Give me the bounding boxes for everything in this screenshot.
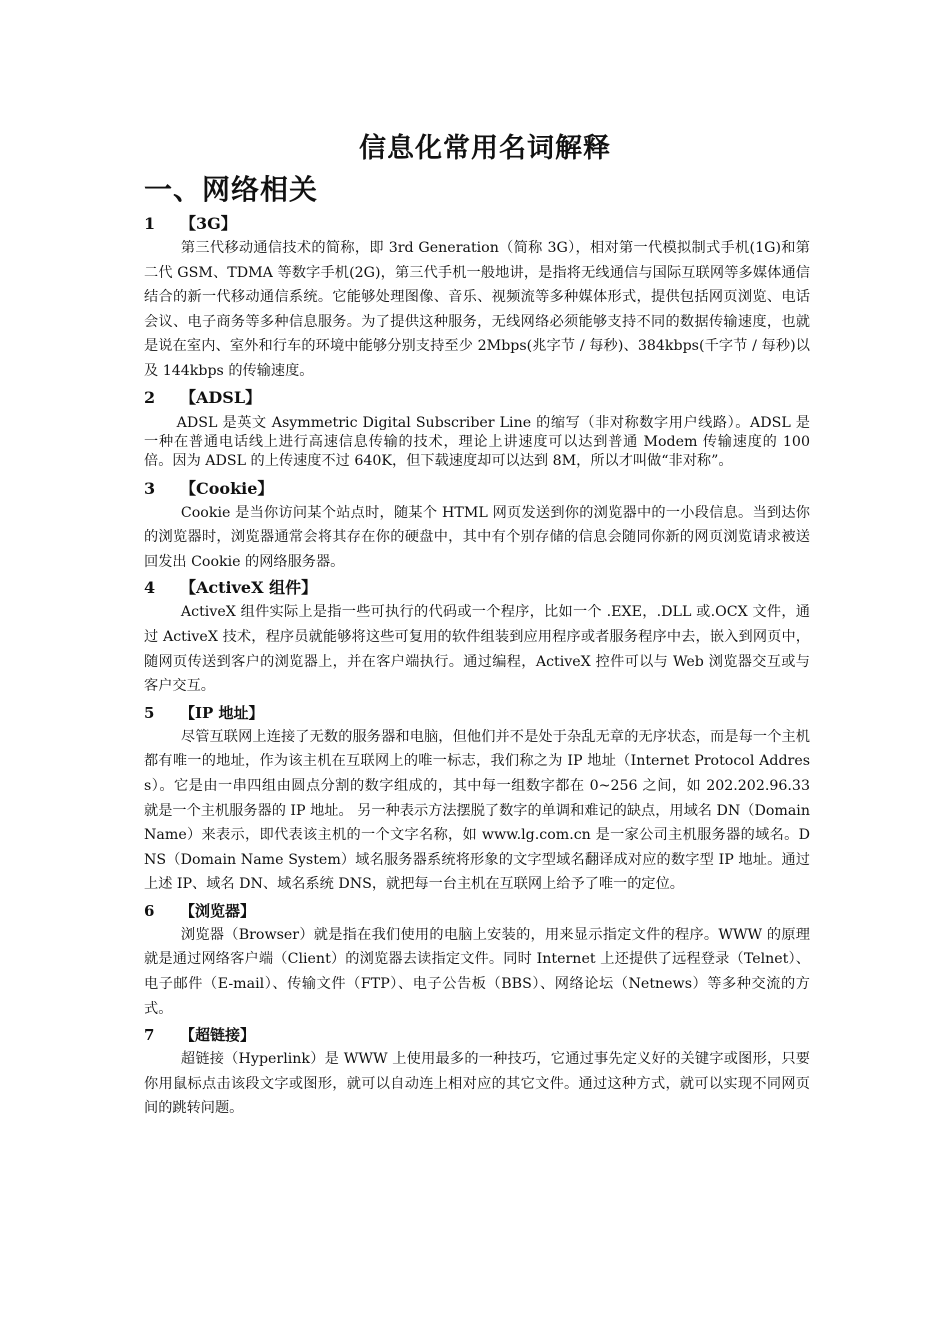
term-number: 3 (144, 478, 156, 498)
term-title: 【ADSL】 (180, 387, 262, 407)
term-adsl (144, 386, 810, 471)
term-heading (144, 1023, 810, 1047)
term-title: 【IP 地址】 (180, 703, 264, 722)
term-title: 【超链接】 (180, 1026, 256, 1045)
term-body: 第三代移动通信技术的简称，即 3rd Generation（简称 3G），相对第一代模拟制式手机(1G)和第二代 GSM、TDMA 等数字手机(2G)，第三代手机一般地讲，是指将无线通信与国际互联网等多媒体通信结合的新一代移动通信系统。它能够处理图像、音乐、视频流等多种媒体形式，提供包括网页浏览、电话会议、电子商务等多种信息服务。为了提供这种服务，无线网络必须能够支持不同的数据传输速度，也就是说在室内、室外和行车的环境中能够分别支持至少 2Mbps(兆字节 / 每秒)、384kbps(千字节 / 每秒)以及 144kbps 的传输速度。 (144, 240, 810, 379)
term-browser (144, 899, 810, 1021)
term-ip-address (144, 701, 810, 897)
term-body: 超链接（Hyperlink）是 WWW 上使用最多的一种技巧，它通过事先定义好的关键字或图形，只要你用鼠标点击该段文字或图形，就可以自动连上相对应的其它文件。通过这种方式，就可以实现不同网页间的跳转问题。 (144, 1051, 810, 1117)
term-number: 6 (144, 901, 155, 920)
term-body: ADSL 是英文 Asymmetric Digital Subscriber Line 的缩写（非对称数字用户线路）。ADSL 是一种在普通电话线上进行高速信息传输的技术，理论上讲速度可以达到普通 Modem 传输速度的 100 倍。因为 ADSL 的上传速度不过 640K，但下载速度却可以达到 8M，所以才叫做“非对称”。 (144, 414, 810, 469)
term-heading (144, 899, 810, 923)
document-title: 信息化常用名词解释 (359, 133, 611, 164)
document-page (144, 128, 810, 1123)
term-heading (144, 701, 810, 725)
term-body: 尽管互联网上连接了无数的服务器和电脑，但他们并不是处于杂乱无章的无序状态，而是每一个主机都有唯一的地址，作为该主机在互联网上的唯一标志，我们称之为 IP 地址（Internet Protocol Address）。它是由一串四组由圆点分割的数字组成的，其中每一组数字都在 0~256 之间，如 202.202.96.33 就是一个主机服务器的 IP 地址。 另一种表示方法摆脱了数字的单调和难记的缺点，用域名 DN（Domain Name）来表示，即代表该主机的一个文字名称，如 www.lg.com.cn 是一家公司主机服务器的域名。DNS（Domain Name System）域名服务器系统将形象的文字型域名翻译成对应的数字型 IP 地址。通过上述 IP、域名 DN、域名系统 DNS，就把每一台主机在互联网上给予了唯一的定位。 (144, 728, 810, 893)
term-number: 2 (144, 387, 156, 407)
section-title: 一、网络相关 (144, 173, 319, 206)
term-body: ActiveX 组件实际上是指一些可执行的代码或一个程序，比如一个 .EXE，.DLL 或.OCX 文件，通过 ActiveX 技术，程序员就能够将这些可复用的软件组装到应用程序或者服务程序中去，嵌入到网页中，随网页传送到客户的浏览器上，并在客户端执行。通过编程，ActiveX 控件可以与 Web 浏览器交互或与客户交互。 (144, 604, 810, 695)
term-title: 【3G】 (180, 214, 237, 233)
term-heading (144, 477, 810, 501)
term-title: 【浏览器】 (180, 901, 256, 920)
term-number: 4 (144, 578, 156, 598)
term-cookie (144, 477, 810, 575)
term-heading (144, 576, 810, 600)
term-number: 1 (144, 214, 156, 233)
term-body: Cookie 是当你访问某个站点时，随某个 HTML 网页发送到你的浏览器中的一小段信息。当到达你的浏览器时，浏览器通常会将其存在你的硬盘中，其中有个别存储的信息会随同你新的网页浏览请求被送回发出 Cookie 的网络服务器。 (144, 504, 810, 570)
term-activex (144, 576, 810, 698)
term-3g (144, 212, 810, 384)
term-hyperlink (144, 1023, 810, 1121)
term-number: 5 (144, 703, 155, 722)
term-heading (144, 386, 810, 410)
term-title: 【ActiveX 组件】 (180, 578, 318, 598)
term-heading (144, 212, 810, 236)
term-number: 7 (144, 1026, 155, 1045)
term-body: 浏览器（Browser）就是指在我们使用的电脑上安装的，用来显示指定文件的程序。WWW 的原理就是通过网络客户端（Client）的浏览器去读指定文件。同时 Internet 上还提供了远程登录（Telnet）、电子邮件（E-mail）、传输文件（FTP）、电子公告板（BBS）、网络论坛（Netnews）等多种交流的方式。 (144, 926, 810, 1017)
term-title: 【Cookie】 (180, 478, 274, 498)
